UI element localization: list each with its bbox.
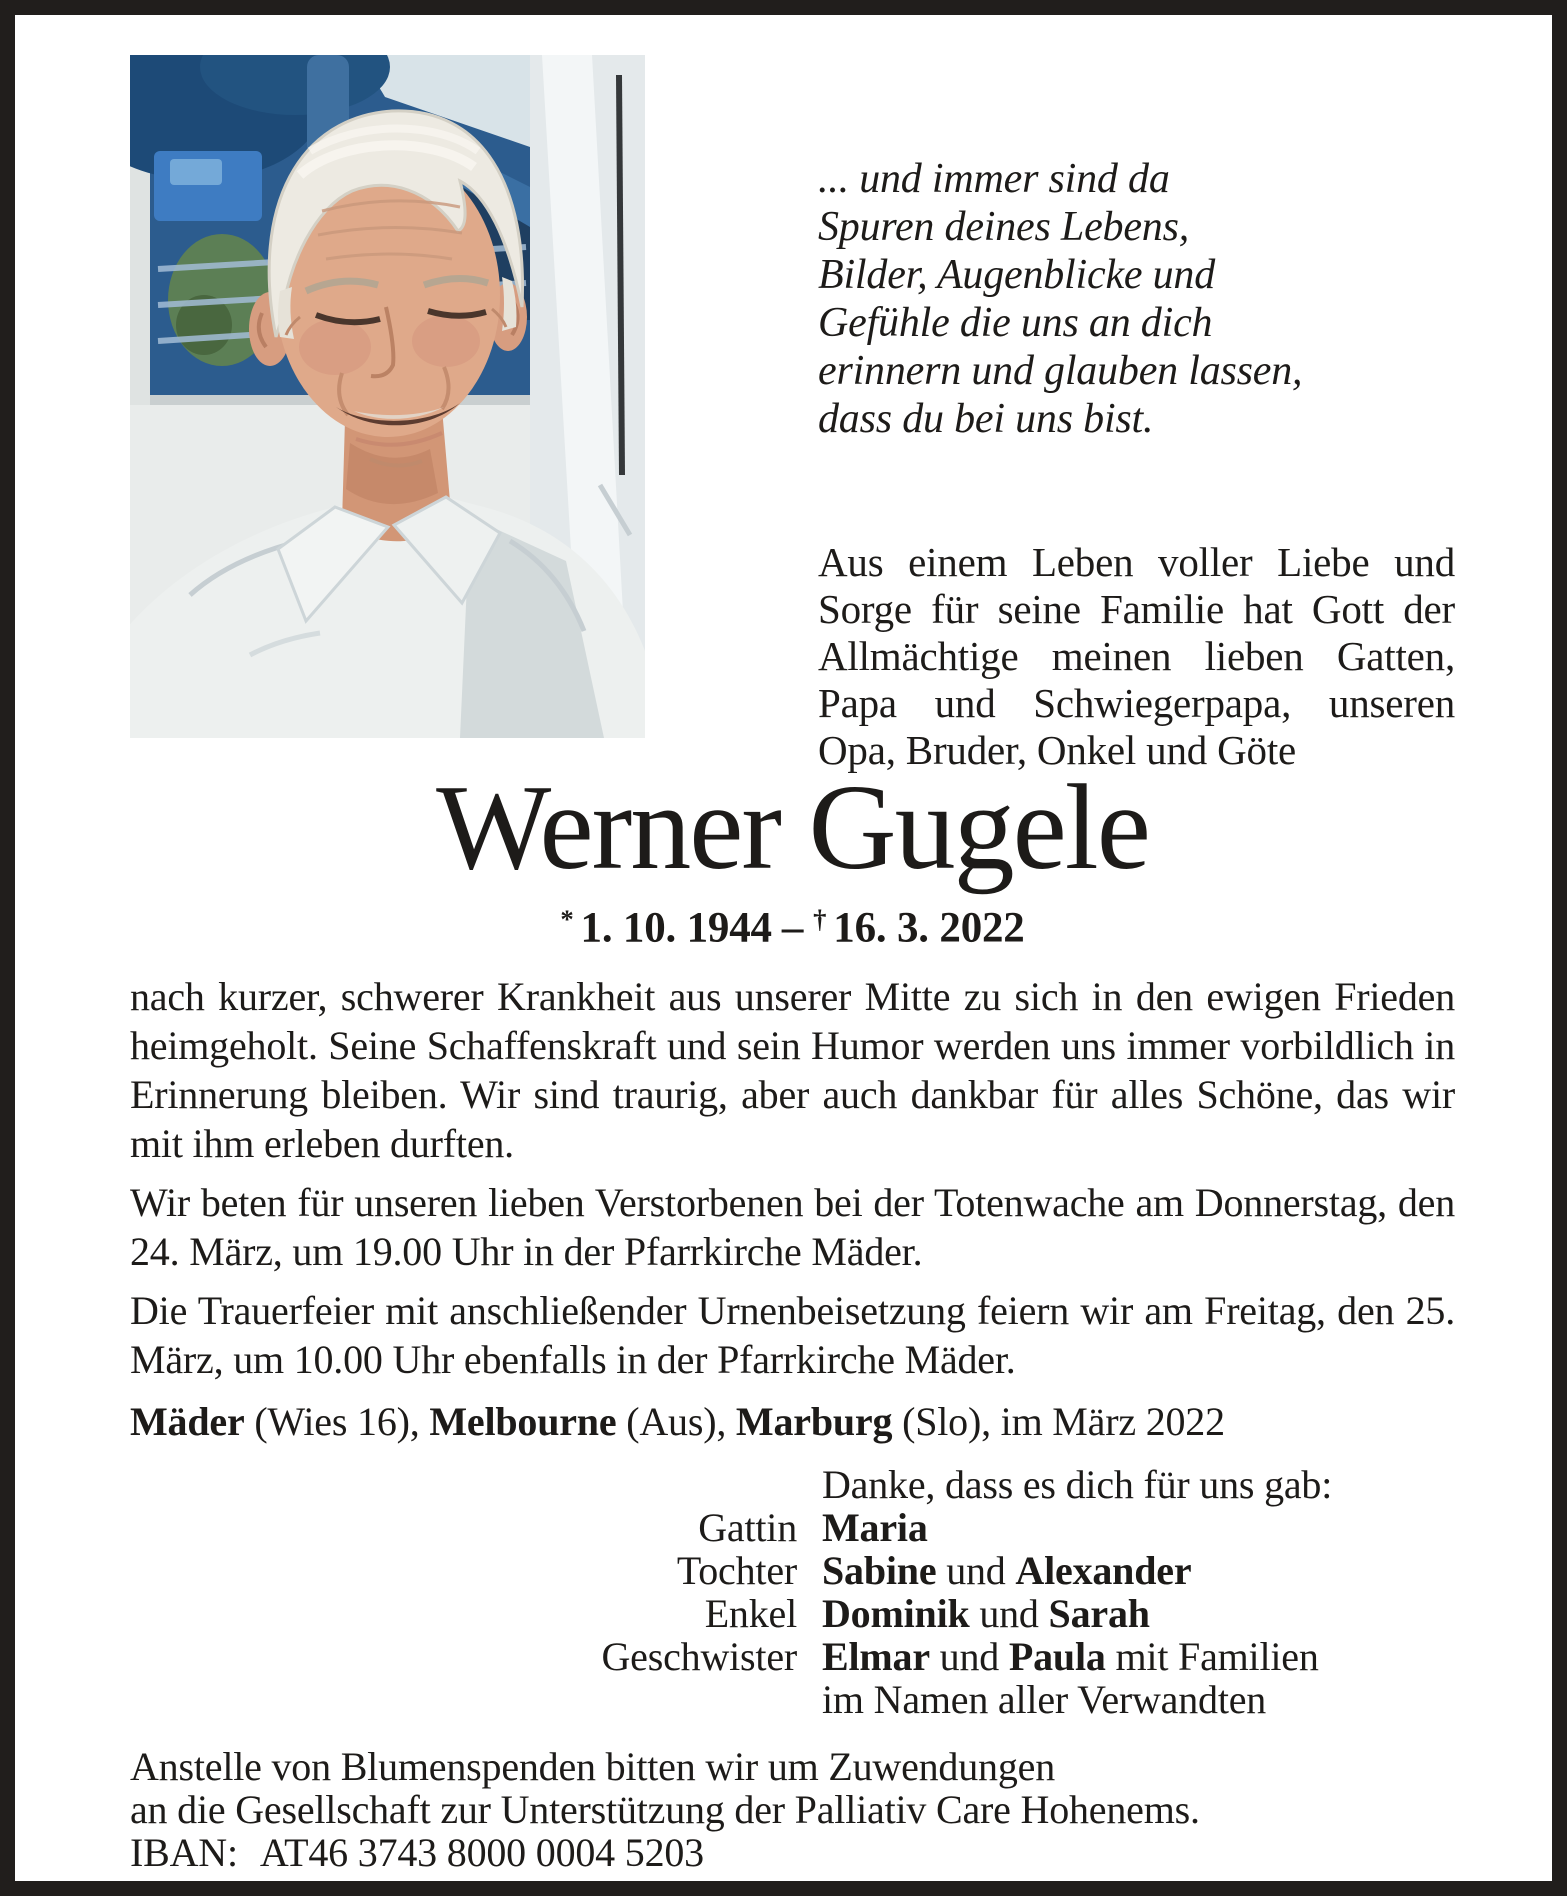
- funeral-paragraph: Die Trauerfeier mit anschließender Urnenbeisetzung feiern wir am Freitag, den 25. März, um 10.00 Uhr ebenfalls in der Pfarrkirche Mäder.: [130, 1288, 1455, 1383]
- bold-text: Elmar: [822, 1634, 930, 1680]
- plain-text: (Slo), im März 2022: [892, 1399, 1225, 1445]
- plain-text: (Aus),: [616, 1399, 736, 1445]
- family-role: Tochter: [676, 1548, 797, 1594]
- family-role: Geschwister: [601, 1634, 797, 1680]
- poem-line: erinnern und glauben lassen,: [818, 348, 1303, 394]
- family-row: [130, 1506, 1455, 1549]
- family-names: [822, 1635, 1455, 1678]
- family-rows: [130, 1506, 1455, 1678]
- family-row: [130, 1635, 1455, 1678]
- birth-date: 1. 10. 1944: [580, 904, 772, 952]
- right-column: [818, 49, 1455, 773]
- locations-line: [130, 1400, 1455, 1443]
- plain-text: (Wies 16),: [244, 1399, 430, 1445]
- poem-line: Gefühle die uns an dich: [818, 300, 1213, 346]
- thanks-line: Danke, dass es dich für uns gab:: [822, 1462, 1333, 1508]
- iban-line: [130, 1831, 1455, 1874]
- portrait-photo: [130, 55, 645, 738]
- portrait-photo-illustration: [130, 55, 645, 738]
- family-names: [822, 1506, 1455, 1549]
- donation-line: an die Gesellschaft zur Unterstützung der Palliativ Care Hohenems.: [130, 1787, 1200, 1833]
- closing-line: im Namen aller Verwandten: [822, 1677, 1267, 1723]
- death-date: 16. 3. 2022: [833, 904, 1025, 952]
- bold-text: Alexander: [1015, 1548, 1192, 1594]
- family-row: [130, 1549, 1455, 1592]
- family-names: [822, 1549, 1455, 1592]
- poem-line: ... und immer sind da: [818, 156, 1170, 202]
- wake-paragraph: Wir beten für unseren lieben Verstorbenen bei der Totenwache am Donnerstag, den 24. März, um 19.00 Uhr in der Pfarrkirche Mäder.: [130, 1180, 1455, 1275]
- death-cross-icon: †: [813, 904, 827, 934]
- family-role: Enkel: [704, 1591, 797, 1637]
- bold-text: Marburg: [735, 1399, 893, 1445]
- plain-text: und: [929, 1634, 1009, 1680]
- obituary-paragraph: nach kurzer, schwerer Krankheit aus unserer Mitte zu sich in den ewigen Frieden heimgeholt. Seine Schaffenskraft und sein Humor werden uns immer vorbildlich in Erinnerung bleiben. Wir sind traurig, aber auch dankbar für alles Schöne, das wir mit ihm erleben durften.: [130, 974, 1455, 1167]
- life-dates: [130, 895, 1455, 952]
- poem-line: dass du bei uns bist.: [818, 396, 1154, 442]
- family-section: [130, 1463, 1455, 1721]
- dates-separator: –: [781, 904, 804, 952]
- iban-label: IBAN:: [130, 1830, 238, 1876]
- plain-text: mit Familien: [1105, 1634, 1319, 1680]
- bold-text: Melbourne: [429, 1399, 617, 1445]
- plain-text: und: [936, 1548, 1016, 1594]
- family-role: Gattin: [698, 1505, 797, 1551]
- deceased-name: Werner Gugele: [436, 760, 1149, 895]
- bold-text: Sarah: [1048, 1591, 1150, 1637]
- family-names: [822, 1592, 1455, 1635]
- plain-text: und: [969, 1591, 1049, 1637]
- bold-text: Sabine: [822, 1548, 937, 1594]
- bold-text: Mäder: [130, 1399, 245, 1445]
- bold-text: Maria: [822, 1505, 928, 1551]
- bold-text: Dominik: [822, 1591, 970, 1637]
- bold-text: Paula: [1008, 1634, 1106, 1680]
- family-row: [130, 1592, 1455, 1635]
- memorial-poem: [818, 155, 1455, 443]
- donation-line: Anstelle von Blumenspenden bitten wir um Zuwendungen: [130, 1744, 1055, 1790]
- body-text: [130, 972, 1455, 1384]
- birth-star-icon: *: [560, 904, 574, 934]
- top-section: [130, 49, 1455, 773]
- obituary-page: [15, 15, 1552, 1881]
- intro-paragraph: Aus einem Leben voller Liebe und Sorge für seine Familie hat Gott der Allmächtige meinen lieben Gatten, Papa und Schwiegerpapa, unseren Opa, Bruder, Onkel und Göte: [818, 539, 1455, 773]
- poem-line: Spuren deines Lebens,: [818, 204, 1190, 250]
- donation-section: [130, 1745, 1455, 1874]
- poem-line: Bilder, Augenblicke und: [818, 252, 1216, 298]
- iban-value: AT46 3743 8000 0004 5203: [259, 1830, 704, 1876]
